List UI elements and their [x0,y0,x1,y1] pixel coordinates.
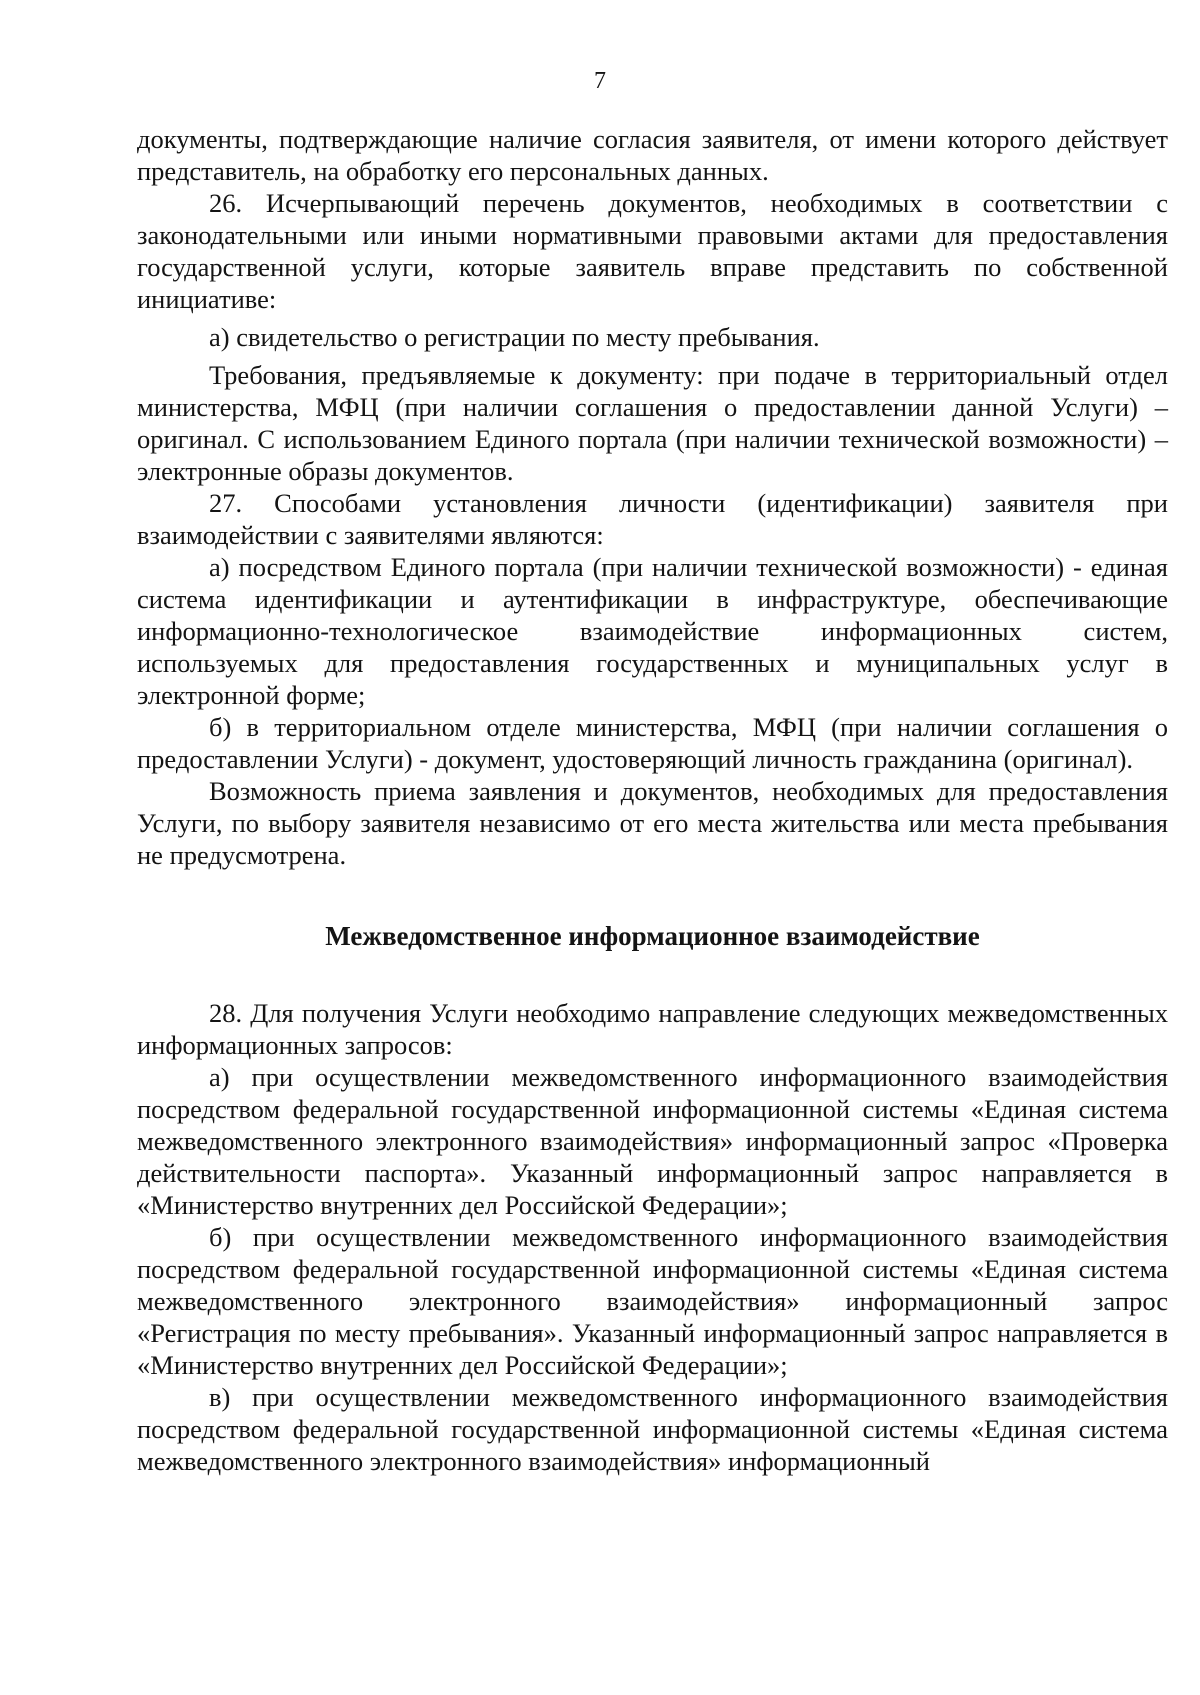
document-body [137,123,1168,1477]
paragraph-28b-registration-request: б) при осуществлении межведомственного информационного взаимодействия посредством федеральной государственной информационной системы «Единая система межведомственного электронного взаимодействия» информационный запрос «Регистрация по месту пребывания». Указанный информационный запрос направляется в «Министерство внутренних дел Российской Федерации»; [137,1222,1168,1380]
paragraph-27-identification: 27. Способами установления личности (идентификации) заявителя при взаимодействии с заявителями являются: [137,488,1168,550]
paragraph-consent-documents: документы, подтверждающие наличие согласия заявителя, от имени которого действует представитель, на обработку его персональных данных. [137,124,1168,186]
paragraph-document-requirements: Требования, предъявляемые к документу: при подаче в территориальный отдел министерства, МФЦ (при наличии соглашения о предоставлении данной Услуги) – оригинал. С использованием Единого портала (при наличии технической возможности) – электронные образы документов. [137,360,1168,486]
paragraph-28c-continued: в) при осуществлении межведомственного информационного взаимодействия посредством федеральной государственной информационной системы «Единая система межведомственного электронного взаимодействия» информационный [137,1382,1168,1476]
page-number: 7 [594,68,606,94]
paragraph-extraterritorial-note: Возможность приема заявления и документов, необходимых для предоставления Услуги, по выбору заявителя независимо от его места жительства или места пребывания не предусмотрена. [137,776,1168,870]
section-heading: Межведомственное информационное взаимодействие [325,921,980,951]
paragraph-28a-passport-check: а) при осуществлении межведомственного информационного взаимодействия посредством федеральной государственной информационной системы «Единая система межведомственного электронного взаимодействия» информационный запрос «Проверка действительности паспорта». Указанный информационный запрос направляется в «Министерство внутренних дел Российской Федерации»; [137,1062,1168,1220]
paragraph-28-interagency-requests: 28. Для получения Услуги необходимо направление следующих межведомственных информационных запросов: [137,998,1168,1060]
paragraph-26a-certificate: а) свидетельство о регистрации по месту пребывания. [209,322,820,352]
paragraph-27b-territorial-office: б) в территориальном отделе министерства, МФЦ (при наличии соглашения о предоставлении Услуги) - документ, удостоверяющий личность гражданина (оригинал). [137,712,1168,774]
paragraph-26-document-list: 26. Исчерпывающий перечень документов, необходимых в соответствии с законодательными или иными нормативными правовыми актами для предоставления государственной услуги, которые заявитель вправе представить по собственной инициативе: [137,188,1168,314]
paragraph-27a-unified-portal: а) посредством Единого портала (при наличии технической возможности) - единая система идентификации и аутентификации в инфраструктуре, обеспечивающие информационно-технологическое взаимодействие информационных систем, используемых для предоставления государственных и муниципальных услуг в электронной форме; [137,552,1168,710]
